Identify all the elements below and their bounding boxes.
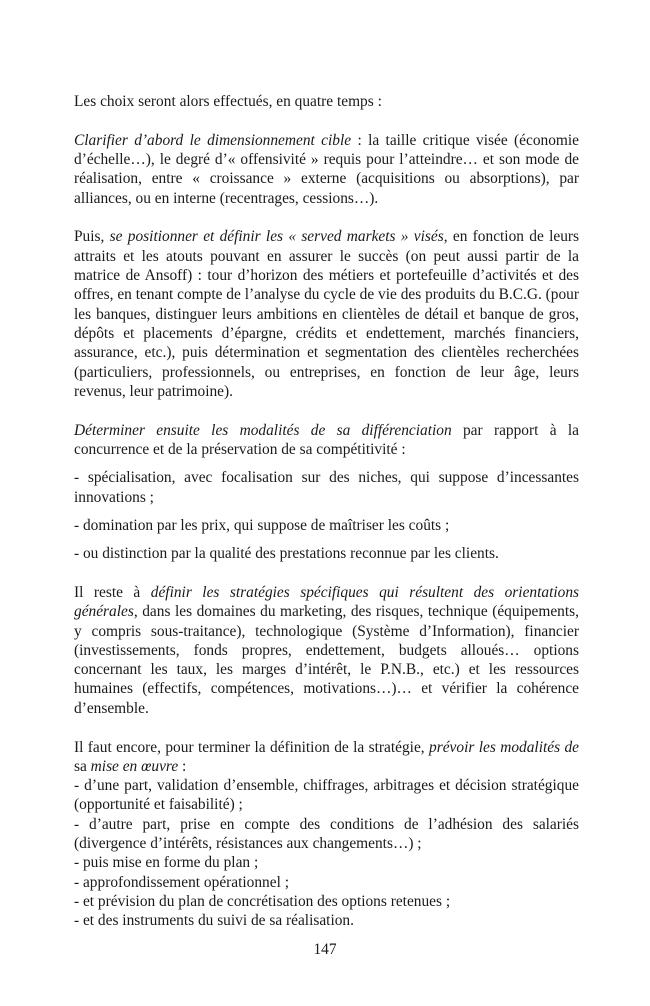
emphasis-text: définir les stratégies spécifiques qui résultent des orientations générales xyxy=(74,583,579,621)
emphasis-text: Déterminer ensuite les modalités de sa différenciation xyxy=(74,421,452,439)
paragraph-dimensionnement: Clarifier d’abord le dimensionnement cible : la taille critique visée (économie d’échelle…), le degré d’« offensivité » requis pour l’atteindre… et son mode de réalisation, entre « croissance » externe (acquisitions ou absorptions), par alliances, ou en interne (recentrages, cessions…). xyxy=(74,131,579,207)
page-number: 147 xyxy=(313,941,337,958)
paragraph-differenciation: Déterminer ensuite les modalités de sa différenciation par rapport à la concurrence et de la préservation de sa compétitivité : xyxy=(74,421,579,458)
list-item: - spécialisation, avec focalisation sur des niches, qui suppose d’incessantes innovations ; xyxy=(74,469,579,506)
list-item: - d’une part, validation d’ensemble, chiffrages, arbitrages et décision stratégique (opportunité et faisabilité) ; xyxy=(74,777,579,814)
list-item: - approfondissement opérationnel ; xyxy=(74,873,289,891)
list-item: - et des instruments du suivi de sa réalisation. xyxy=(74,912,354,930)
emphasis-text: prévoir les modalités de xyxy=(429,738,579,756)
list-item: - ou distinction par la qualité des prestations reconnue par les clients. xyxy=(74,545,499,563)
emphasis-text: mise en œuvre xyxy=(90,757,179,775)
emphasis-text: Clarifier d’abord le dimensionnement cible xyxy=(74,131,352,149)
emphasis-text: se positionner et définir les « served markets » visés xyxy=(109,228,444,246)
list-item: - domination par les prix, qui suppose de maîtriser les coûts ; xyxy=(74,516,450,534)
paragraph-positionnement: Puis, se positionner et définir les « served markets » visés, en fonction de leurs attraits et les atouts pouvant en assurer le succès (on peut aussi partir de la matrice de Ansoff) : tour d’horizon des métiers et portefeuille d’activités et des offres, en tenant compte de l’analyse du cycle de vie des produits du B.C.G. (pour les banques, distinguer leurs ambitions en clientèles de détail et banque de gros, dépôts et placements d’épargne, crédits et endettement, marchés financiers, assurance, etc.), puis détermination et segmentation des clientèles recherchées (particuliers, professionnels, ou entreprises, en fonction de leur âge, leurs revenus, leur patrimoine). xyxy=(74,228,580,400)
paragraph-strategies: Il reste à définir les stratégies spécifiques qui résultent des orientations générales, dans les domaines du marketing, des risques, technique (équipements, y compris sous-traitance), technologique (Système d’Information), financier (investissements, fonds propres, endettement, budgets alloués… options concernant les taux, les marges d’intérêt, le P.N.B., etc.) et les ressources humaines (effectifs, compétences, motivations…)… et vérifier la cohérence d’ensemble. xyxy=(74,583,579,717)
list-item: - d’autre part, prise en compte des conditions de l’adhésion des salariés (divergence d’intérêts, résistances aux changements…) ; xyxy=(74,815,579,852)
intro-paragraph: Les choix seront alors effectués, en quatre temps : xyxy=(74,93,382,110)
paragraph-mise-en-oeuvre: Il faut encore, pour terminer la définition de la stratégie, prévoir les modalités de sa mise en œuvre : xyxy=(74,738,579,775)
list-item: - et prévision du plan de concrétisation des options retenues ; xyxy=(74,892,451,910)
page-body xyxy=(74,92,579,930)
list-item: - puis mise en forme du plan ; xyxy=(74,854,259,872)
